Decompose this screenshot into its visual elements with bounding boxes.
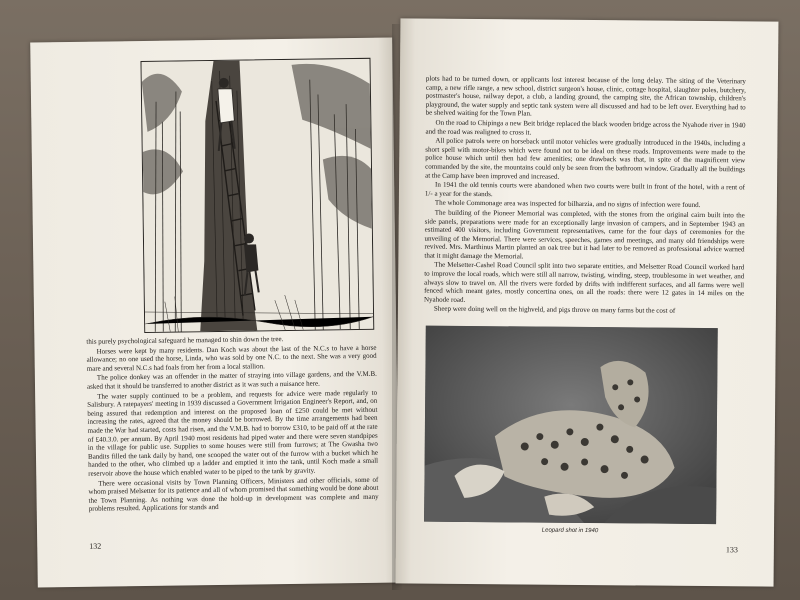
paragraph: Sheep were doing well on the highveld, and pigs throve on many farms but the cost of xyxy=(433,305,676,316)
paragraph: The whole Commonage area was inspected for bilharzia, and no signs of infection were found. xyxy=(434,198,701,210)
paragraph: plots had to be turned down, or applicants lost interest because of the long delay. The siting of the Veterinary camp, a new rifle range, a new school, district surgeon's house, clinic, cottage hospital, slaughter poles, butchery, postmaster's house, railway depot, a club, a landing ground, the camping site, the African township, children's playground, the water supply and septic tank system were all discussed and had to be left over. Everything had to be shelved waiting for the Town Plan. xyxy=(425,74,746,118)
paragraph: All police patrols were on horseback until motor vehicles were gradually introduced in the 1940s, including a short spell with motor-bikes which were found not to be ideal on these roads. Improvements were made to the police house which until then had few amenities; one drawback was that, in spite of the magnificent view commanded by the site, the mountains could only be seen from the bathroom window. Gradually all the buildings at the Camp have been improved and increased. xyxy=(425,136,746,181)
photo-caption: Leopard shot in 1940 xyxy=(541,527,599,535)
paragraph: On the road to Chipinga a new Beit bridge replaced the black wooden bridge across the Nyahode river in 1940 and the road was realigned to cross it. xyxy=(425,118,746,137)
paragraph: The Melsetter-Cashel Road Council split into two separate entities, and Melsetter Road Council worked hard to improve the local roads, which were still all narrow, twisting, winding, steep, troublesome in wet weather, and always slow to travel on. All the rivers were forded by drifts with indifferent surfaces, and all farms were well fenced which meant gates, mostly concertina ones, on all the roads: there were 12 gates in 14 miles on the Nyahode road. xyxy=(423,261,745,304)
left-page-text xyxy=(86,334,378,515)
right-page xyxy=(396,18,779,586)
tree-climbing-illustration xyxy=(140,58,374,333)
right-page-text xyxy=(424,75,746,318)
paragraph: The water supply continued to be a problem, and requests for advice were made regularly to Salisbury. A ratepayers' meeting in 1939 discussed a Government Irrigation Engineer's Report, and, on being assured that redemption and interest on the proposed loan of £250 could be met without increasing the rates, agreed that the money should be borrowed. By the time arrangements had been made the War had started, costs had risen, and the V.M.B. had to borrow £310, to be paid off at the rate of £40.3.0. per annum. By April 1940 most residents had piped water and there were seven standpipes in the village for public use. Supplies to some houses were still from furrows; at The Gwasha two Bandits filled the tank daily by hand, one scooped the water out of the furrow with a bucket which he handed to the other, who climbed up a ladder and emptied it into the tank, until Koch made a small reservoir above the house which enabled water to be piped to the tank by gravity. xyxy=(87,388,379,478)
page-number-right: 133 xyxy=(725,545,738,555)
paragraph: There were occasional visits by Town Planning Officers, Ministers and other officials, some of whom praised Melsetter for its patience and all of whom promised that something would be done about the Town Planning. As nothing was done the hold-up in development was complete and many problems resulted. Applications for stands and xyxy=(88,475,379,514)
page-number-left: 132 xyxy=(89,541,102,551)
left-page xyxy=(30,37,400,587)
paragraph: In 1941 the old tennis courts were abandoned when two courts were built in front of the hotel, with a rent of 1/- a year for the stands. xyxy=(424,180,746,198)
leopard-photo xyxy=(424,326,718,525)
open-book xyxy=(16,10,786,596)
paragraph: The police donkey was an offender in the matter of straying into village gardens, and the V.M.B. asked that it should be transferred to another district as it was such a nuisance here. xyxy=(86,370,377,391)
paragraph: The building of the Pioneer Memorial was completed, with the stones from the original cairn built into the side panels, preparations were made for an exceptionally large invasion of campers, and in September 1943 an estimated 400 visitors, including Government representatives, came for the four days of ceremonies for the unveiling of the Memorial. There were services, speeches, games and meetings, and many old friendships were revived. Mrs. Marthinus Martin planted an oak tree but it had later to be removed as professional advice warned that it might damage the Memorial. xyxy=(424,208,745,261)
paragraph: this purely psychological safeguard he managed to shin down the tree. xyxy=(86,335,284,346)
paragraph: Horses were kept by many residents. Dan Koch was about the last of the N.C.s to have a horse allowance; no one used the horse, Linda, who was sold by one N.C. to the next. She was a very good mare and several N.C.s had foals from her from a local stallion. xyxy=(86,343,377,373)
